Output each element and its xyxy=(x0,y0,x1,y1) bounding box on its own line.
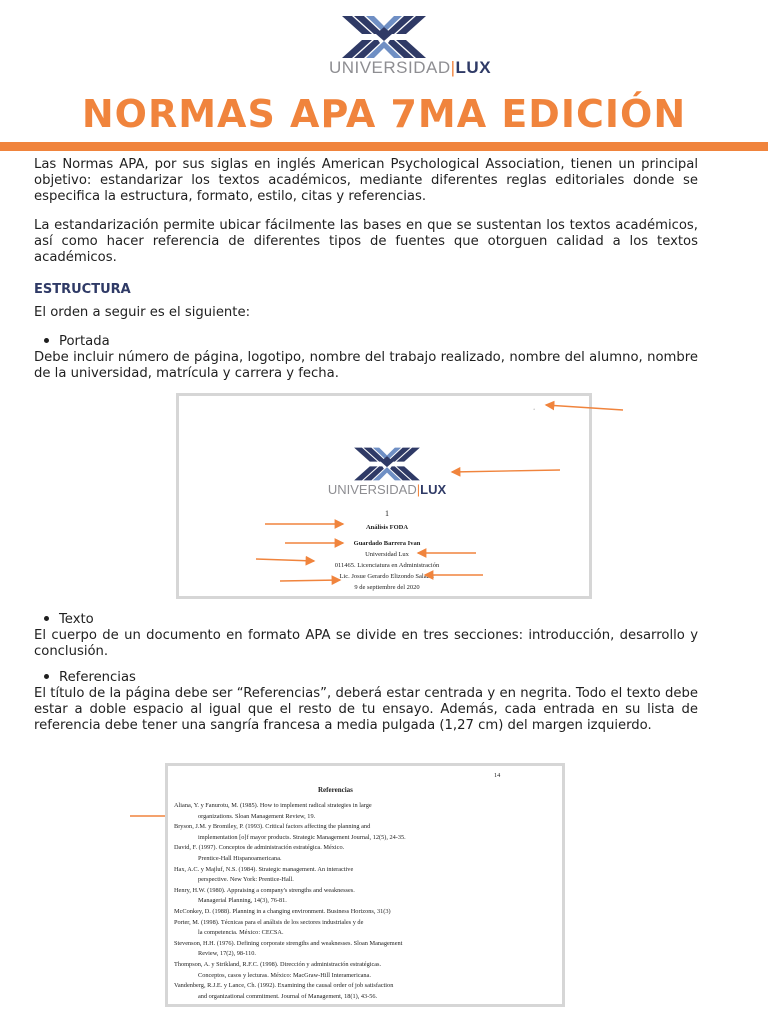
ref-line: Hax, A.C. y Majluf, N.S. (1984). Strategic management. An interactive xyxy=(174,865,354,873)
cover-work-title: Análisis FODA xyxy=(365,524,409,531)
cover-student: Guardado Barrera Ivan xyxy=(353,540,421,547)
logo-text-bold: LUX xyxy=(455,58,492,77)
ref-line: Aliana, Y. y Fanurotu, M. (1985). How to implement radical strategies in large xyxy=(174,802,372,809)
cover-enrollment: 011465. Licenciatura en Administración xyxy=(334,562,440,569)
ref-line: and organizational commitment. Journal of Management, 18(1), 43-56. xyxy=(198,992,378,1000)
ref-line: Thompson, A. y Strikland, R.F.C. (1998). Dirección y administración estratégicas. xyxy=(174,961,382,968)
intro-paragraph-1: Las Normas APA, por sus siglas en inglés American Psychological Association, tienen un principal objetivo: estandarizar los textos académicos, mediante diferentes reglas editoriales donde se especifica la estructura, formato, estilo, citas y referencias. xyxy=(34,157,698,204)
ref-line: Review, 17(2), 98-110. xyxy=(198,950,256,958)
cover-university: Universidad Lux xyxy=(365,551,409,558)
ref-line: perspective. New York: Prentice-Hall. xyxy=(198,876,294,884)
cover-page-number-dot: · xyxy=(533,406,536,413)
cover-page-number: 1 xyxy=(385,509,389,518)
order-text: El orden a seguir es el siguiente: xyxy=(34,305,251,320)
bullet-label: Portada xyxy=(59,334,110,349)
bullet-dot-icon xyxy=(44,616,49,621)
arrow-enrollment-icon xyxy=(256,559,314,561)
bullet-label: Referencias xyxy=(59,670,136,685)
texto-description: El cuerpo de un documento en formato APA se divide en tres secciones: introducción, desarrollo y conclusión. xyxy=(34,628,698,659)
bullet-dot-icon xyxy=(44,674,49,679)
ref-line: Prentice-Hall Hispanoamericana. xyxy=(198,855,282,862)
cover-logo-text-light: UNIVERSIDAD xyxy=(327,482,417,497)
arrow-date-icon xyxy=(280,580,340,581)
logo-text-light: UNIVERSIDAD xyxy=(328,58,451,77)
ref-line: Managerial Planning, 14(3), 76-81. xyxy=(198,897,287,905)
page-title: NORMAS APA 7MA EDICIÓN xyxy=(81,92,687,136)
ref-page-number: 14 xyxy=(494,772,501,779)
references-page-example xyxy=(165,763,565,1007)
ref-line: organizations. Sloan Management Review, 19. xyxy=(198,812,316,820)
cover-teacher: Lic. Josue Gerardo Elizondo Salazar xyxy=(339,573,435,580)
ref-line: la competencia. México: CECSA. xyxy=(198,929,284,937)
portada-description: Debe incluir número de página, logotipo, nombre del trabajo realizado, nombre del alumno, nombre de la universidad, matrícula y carrera y fecha. xyxy=(34,350,698,381)
arrow-page-number-icon xyxy=(546,405,623,410)
section-heading-estructura: ESTRUCTURA xyxy=(34,282,131,297)
ref-line: Porter, M. (1998). Técnicas para el análisis de los sectores industriales y de xyxy=(174,918,364,926)
ref-line: implementation [o]f mayor products. Strategic Management Journal, 12(5), 24-35. xyxy=(198,833,406,841)
intro-paragraph-2: La estandarización permite ubicar fácilmente las bases en que se sustentan los textos académicos, así como hacer referencia de diferentes tipos de fuentes que otorguen calidad a los textos académicos. xyxy=(34,218,698,265)
logo-separator: | xyxy=(450,58,456,77)
ref-heading: Referencias xyxy=(318,786,353,794)
bullet-referencias xyxy=(44,670,136,685)
arrow-logo-icon xyxy=(452,470,560,472)
cover-logo-separator: | xyxy=(416,482,421,497)
ref-line: Conceptos, casos y lecturas. México: MacGraw-Hill Interamericana. xyxy=(198,971,371,979)
ref-line: Henry, H.W. (1980). Appraising a company's strengths and weaknesses. xyxy=(174,886,355,894)
cover-logo-text-bold: LUX xyxy=(420,482,447,497)
bullet-label: Texto xyxy=(59,612,94,627)
ref-line: McConkey, D. (1988). Planning in a changing environment. Business Horizons, 31(3) xyxy=(174,908,391,915)
ref-line: Vandenberg, R.J.E. y Lance, Ch. (1992). Examining the causal order of job satisfaction xyxy=(174,982,394,990)
ref-line: David, F. (1997). Conceptos de administración estratégica. México. xyxy=(174,844,345,852)
bullet-texto xyxy=(44,612,94,627)
referencias-description: El título de la página debe ser “Referencias”, deberá estar centrada y en negrita. Todo el texto debe estar a doble espacio al igual que el resto de tu ensayo. Además, cada entrada en su lista de referencia debe tener una sangría francesa a media pulgada (1,27 cm) del margen izquierdo. xyxy=(34,686,698,733)
cover-date: 9 de septiembre del 2020 xyxy=(354,584,420,591)
ref-line: Bryson, J.M. y Bromiley, P. (1993). Critical factors affecting the planning and xyxy=(174,823,371,831)
ref-line: Stevenson, H.H. (1976). Defining corporate strengths and weaknesses. Sloan Management xyxy=(174,939,403,947)
